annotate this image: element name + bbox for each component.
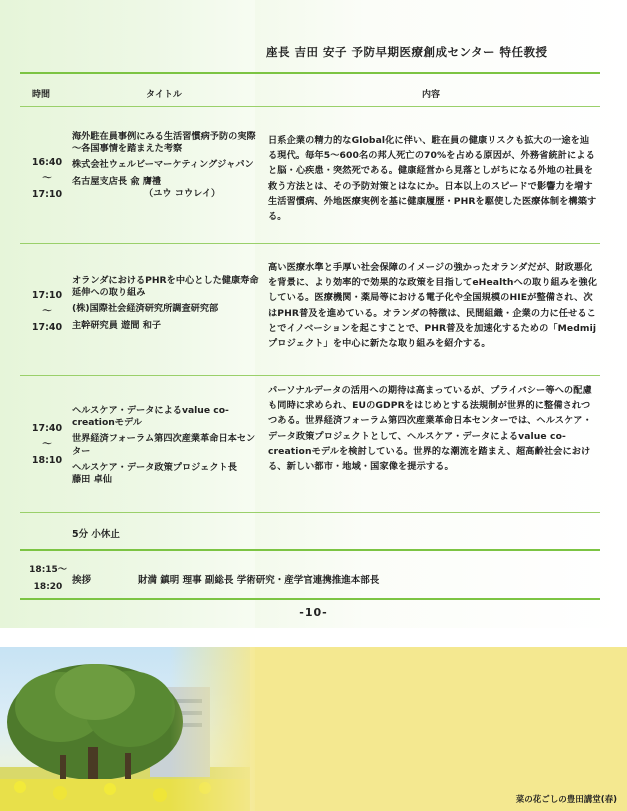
page-number: -10- bbox=[299, 606, 328, 619]
divider bbox=[20, 512, 600, 513]
header-time: 時間 bbox=[32, 90, 51, 100]
session-title: 海外駐在員事例にみる生活習慣病予防の実際～各国事情を踏まえた考察 株式会社ウェルビーマーケティングジャパン 名古屋支店長 兪 膺禮 （ユウ コウレイ） bbox=[72, 131, 256, 199]
divider bbox=[20, 598, 600, 600]
session-title: ヘルスケア・データによるvalue co-creationモデル 世界経済フォーラム第四次産業革命日本センター ヘルスケア・データ政策プロジェクト長 藤田 卓仙 bbox=[72, 405, 256, 486]
session-content: パーソナルデータの活用への期待は高まっているが、プライバシー等への配慮も同時に求められ、EUのGDPRをはじめとする法規制が世界的に整備されつつある。世界経済フォーラム第四次産業革命日本センターでは、ヘルスケア・データ政策プロジェクトとして、ヘルスケア・データによるvalue co-creationモデルを検討している。世界的な潮流を踏まえ、超高齢社会における、新しい都市・地域・国家像を提示する。 bbox=[268, 385, 592, 473]
photo-fade bbox=[170, 647, 260, 811]
closing-speaker: 財満 鎮明 理事 副総長 学術研究・産学官連携推進本部長 bbox=[138, 575, 380, 586]
closing-label: 挨拶 bbox=[72, 575, 92, 586]
divider bbox=[20, 106, 600, 107]
session-time: 17:10 ～ 17:40 bbox=[31, 290, 63, 333]
divider bbox=[20, 549, 600, 551]
header-content: 内容 bbox=[422, 90, 441, 100]
caption-panel bbox=[255, 647, 627, 811]
divider bbox=[20, 72, 600, 74]
session-time: 16:40 ～ 17:10 bbox=[31, 157, 63, 200]
session-time: 17:40 ～ 18:10 bbox=[31, 423, 63, 466]
closing-time: 18:15～ 18:20 bbox=[29, 565, 67, 592]
session-content: 高い医療水準と手厚い社会保障のイメージの強かったオランダだが、財政悪化を背景に、より効率的で効果的な政策を目指してeHealthへの取り組みを強化している。医療機関・薬局等における電子化や全国規模のHIEが整備され、次はPHR普及を進めている。オランダの特徴は、民間組織・企業の力に任せることでイノベーションを起こすことで、PHR普及を加速化するための「Medmijプロジェクト」を中心に新たな取り組みを紹介する。 bbox=[268, 262, 598, 350]
closing-row bbox=[72, 572, 379, 586]
divider bbox=[20, 375, 600, 376]
divider bbox=[20, 243, 600, 244]
session-content: 日系企業の精力的なGlobal化に伴い、駐在員の健康リスクも拡大の一途を辿る現代。毎年5～600名の邦人死亡の70%を占める原因が、外務省統計によると脳・心疾患・突然死である。健康経営から見落としがちになる外地の社員を救う方法とは、その予防対策とはなにか。日本以上のスピードで影響力を増す生活習慣病、外地医療実例を基に健康履歴・PHRを駆使した医療体制を構築する。 bbox=[268, 135, 597, 223]
break-label: 5分 小休止 bbox=[72, 529, 120, 540]
session-title: オランダにおけるPHRを中心とした健康寿命延伸への取り組み (株)国際社会経済研究所調査研究部 主幹研究員 遊間 和子 bbox=[72, 275, 259, 331]
session-chair: 座長 吉田 安子 予防早期医療創成センター 特任教授 bbox=[266, 45, 548, 59]
header-title: タイトル bbox=[146, 90, 182, 100]
photo-caption: 菜の花ごしの豊田講堂(春) bbox=[515, 795, 617, 805]
